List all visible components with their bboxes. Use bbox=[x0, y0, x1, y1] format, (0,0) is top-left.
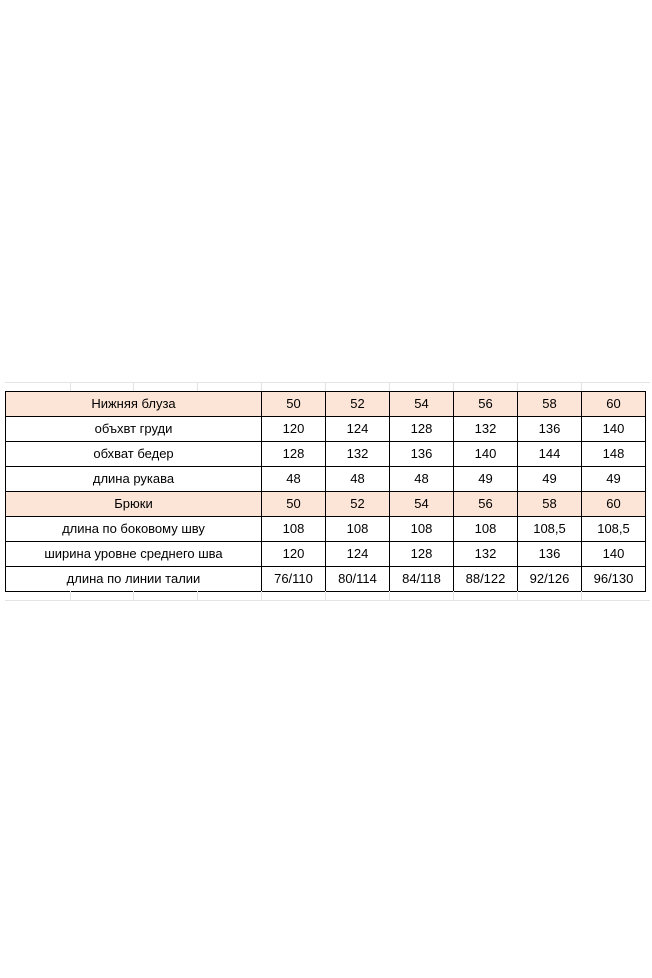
measurement-value: 48 bbox=[390, 467, 454, 492]
measurement-value: 84/118 bbox=[390, 567, 454, 592]
measurement-value: 108,5 bbox=[518, 517, 582, 542]
measurement-value: 132 bbox=[454, 417, 518, 442]
measurement-value: 92/126 bbox=[518, 567, 582, 592]
measurement-value: 132 bbox=[454, 542, 518, 567]
measurement-value: 136 bbox=[390, 442, 454, 467]
measurement-value: 140 bbox=[454, 442, 518, 467]
measurement-value: 96/130 bbox=[582, 567, 646, 592]
size-table bbox=[5, 391, 646, 592]
size-value: 56 bbox=[454, 492, 518, 517]
measurement-value: 124 bbox=[326, 542, 390, 567]
measurement-value: 49 bbox=[518, 467, 582, 492]
row-label: обхват бедер bbox=[6, 442, 262, 467]
size-value: 58 bbox=[518, 492, 582, 517]
size-value: 50 bbox=[262, 492, 326, 517]
spreadsheet-gridline-bottom bbox=[5, 591, 650, 601]
table-row bbox=[6, 542, 646, 567]
table-row bbox=[6, 567, 646, 592]
measurement-value: 48 bbox=[262, 467, 326, 492]
size-value: 58 bbox=[518, 392, 582, 417]
size-table-body bbox=[6, 392, 646, 592]
row-label: Брюки bbox=[6, 492, 262, 517]
size-value: 60 bbox=[582, 392, 646, 417]
size-value: 60 bbox=[582, 492, 646, 517]
measurement-value: 120 bbox=[262, 542, 326, 567]
measurement-value: 49 bbox=[582, 467, 646, 492]
size-value: 52 bbox=[326, 392, 390, 417]
table-row bbox=[6, 517, 646, 542]
size-value: 52 bbox=[326, 492, 390, 517]
measurement-value: 132 bbox=[326, 442, 390, 467]
measurement-value: 148 bbox=[582, 442, 646, 467]
measurement-value: 49 bbox=[454, 467, 518, 492]
row-label: Нижняя блуза bbox=[6, 392, 262, 417]
measurement-value: 108 bbox=[326, 517, 390, 542]
row-label: длина рукава bbox=[6, 467, 262, 492]
measurement-value: 108,5 bbox=[582, 517, 646, 542]
row-label: длина по линии талии bbox=[6, 567, 262, 592]
measurement-value: 108 bbox=[262, 517, 326, 542]
measurement-value: 128 bbox=[390, 417, 454, 442]
measurement-value: 128 bbox=[262, 442, 326, 467]
measurement-value: 140 bbox=[582, 417, 646, 442]
measurement-value: 80/114 bbox=[326, 567, 390, 592]
measurement-value: 108 bbox=[454, 517, 518, 542]
size-value: 56 bbox=[454, 392, 518, 417]
table-row bbox=[6, 467, 646, 492]
row-label: объхвт груди bbox=[6, 417, 262, 442]
measurement-value: 88/122 bbox=[454, 567, 518, 592]
measurement-value: 124 bbox=[326, 417, 390, 442]
table-row bbox=[6, 492, 646, 517]
measurement-value: 76/110 bbox=[262, 567, 326, 592]
measurement-value: 108 bbox=[390, 517, 454, 542]
measurement-value: 128 bbox=[390, 542, 454, 567]
row-label: ширина уровне среднего шва bbox=[6, 542, 262, 567]
table-row bbox=[6, 442, 646, 467]
measurement-value: 136 bbox=[518, 417, 582, 442]
measurement-value: 48 bbox=[326, 467, 390, 492]
measurement-value: 136 bbox=[518, 542, 582, 567]
size-value: 54 bbox=[390, 492, 454, 517]
size-value: 54 bbox=[390, 392, 454, 417]
size-value: 50 bbox=[262, 392, 326, 417]
table-row bbox=[6, 417, 646, 442]
measurement-value: 120 bbox=[262, 417, 326, 442]
measurement-value: 140 bbox=[582, 542, 646, 567]
table-row bbox=[6, 392, 646, 417]
measurement-value: 144 bbox=[518, 442, 582, 467]
row-label: длина по боковому шву bbox=[6, 517, 262, 542]
